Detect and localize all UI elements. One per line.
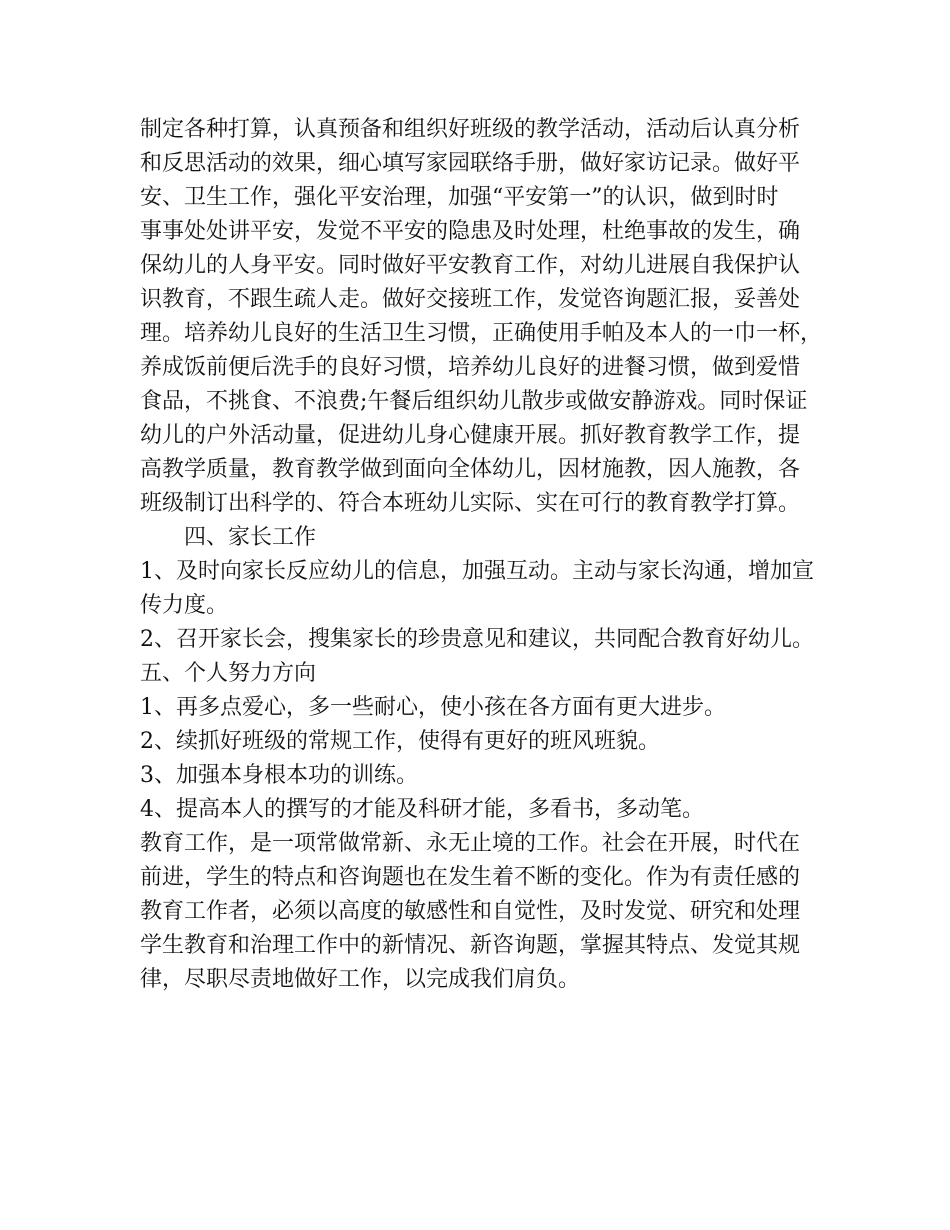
paragraph-line: 食品，不挑食、不浪费;午餐后组织幼儿散步或做安静游戏。同时保证 xyxy=(140,389,808,414)
paragraph-line: 事事处处讲平安，发觉不平安的隐患及时处理，杜绝事故的发生，确 xyxy=(140,219,801,244)
paragraph-line: 理。培养幼儿良好的生活卫生习惯，正确使用手帕及本人的一巾一杯， xyxy=(140,321,823,346)
paragraph-line: 安、卫生工作，强化平安治理，加强“平安第一”的认识，做到时时 xyxy=(140,185,779,210)
list-item: 2、续抓好班级的常规工作，使得有更好的班风班貌。 xyxy=(140,729,660,754)
list-item: 4、提高本人的撰写的才能及科研才能，多看书，多动笔。 xyxy=(140,797,704,822)
document-body xyxy=(140,113,823,997)
list-item: 1、再多点爱心，多一些耐心，使小孩在各方面有更大进步。 xyxy=(140,695,726,720)
paragraph-line: 识教育，不跟生疏人走。做好交接班工作，发觉咨询题汇报，妥善处 xyxy=(140,287,801,312)
section-heading-personal-direction: 五、个人努力方向 xyxy=(140,661,317,686)
paragraph-line: 养成饭前便后洗手的良好习惯，培养幼儿良好的进餐习惯，做到爱惜 xyxy=(140,355,801,380)
paragraph-line: 保幼儿的人身平安。同时做好平安教育工作，对幼儿进展自我保护认 xyxy=(140,253,801,278)
paragraph-line: 教育工作者，必须以高度的敏感性和自觉性，及时发觉、研究和处理 xyxy=(140,899,801,924)
paragraph-line: 教育工作，是一项常做常新、永无止境的工作。社会在开展，时代在 xyxy=(140,831,801,856)
paragraph-line: 制定各种打算，认真预备和组织好班级的教学活动，活动后认真分析 xyxy=(140,117,801,142)
paragraph-line: 高教学质量，教育教学做到面向全体幼儿，因材施教，因人施教，各 xyxy=(140,457,801,482)
list-item: 3、加强本身根本功的训练。 xyxy=(140,763,418,788)
list-item: 2、召开家长会，搜集家长的珍贵意见和建议，共同配合教育好幼儿。 xyxy=(140,627,814,652)
paragraph-line: 班级制订出科学的、符合本班幼儿实际、实在可行的教育教学打算。 xyxy=(140,491,801,516)
paragraph-line: 前进，学生的特点和咨询题也在发生着不断的变化。作为有责任感的 xyxy=(140,865,801,890)
paragraph-line: 学生教育和治理工作中的新情况、新咨询题，掌握其特点、发觉其规 xyxy=(140,933,801,958)
paragraph-line: 幼儿的户外活动量，促进幼儿身心健康开展。抓好教育教学工作，提 xyxy=(140,423,801,448)
list-item: 1、及时向家长反应幼儿的信息，加强互动。主动与家长沟通，增加宣 xyxy=(140,559,814,584)
section-heading-parent-work: 四、家长工作 xyxy=(184,525,317,550)
list-item-continuation: 传力度。 xyxy=(140,593,229,618)
paragraph-line: 律，尽职尽责地做好工作，以完成我们肩负。 xyxy=(140,967,581,992)
paragraph-line: 和反思活动的效果，细心填写家园联络手册，做好家访记录。做好平 xyxy=(140,151,801,176)
